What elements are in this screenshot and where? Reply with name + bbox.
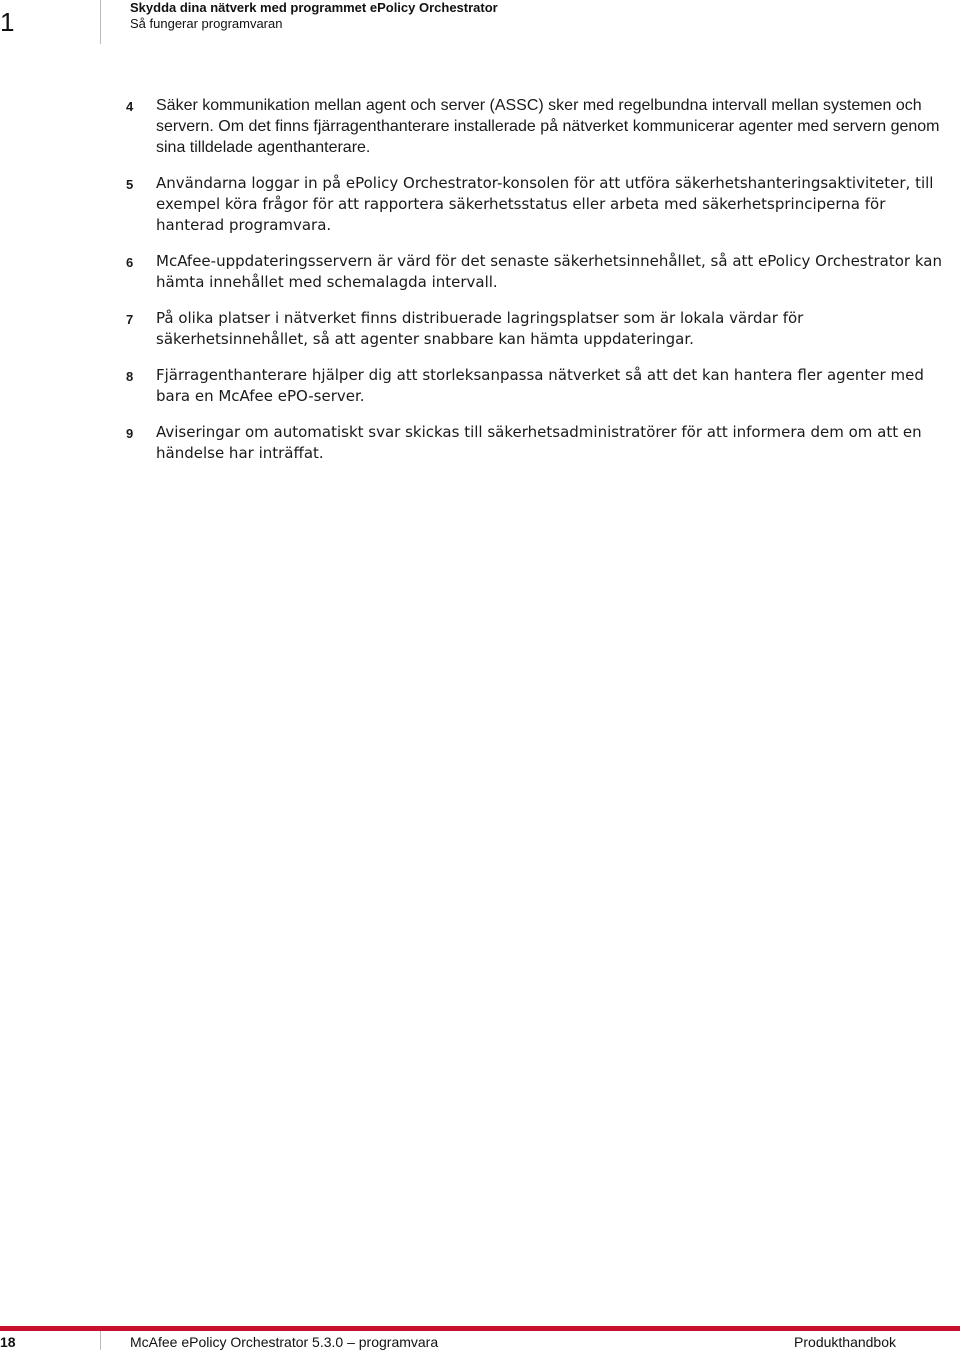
- footer-document-name: Produkthandbok: [794, 1334, 896, 1350]
- step-text: Användarna loggar in på ePolicy Orchestrator-konsolen för att utföra säkerhetshanteringsaktiviteter, till exempel köra frågor för att rapportera säkerhetsstatus eller arbeta med säkerhetsprinciperna för hanterad programvara.: [156, 174, 934, 234]
- footer-page-number: 18: [0, 1334, 16, 1350]
- step-item: [126, 422, 956, 464]
- footer-accent-bar: [0, 1326, 960, 1331]
- step-text: På olika platser i nätverket finns distribuerade lagringsplatser som är lokala värdar för säkerhetsinnehållet, så att agenter snabbare kan hämta uppdateringar.: [156, 309, 804, 348]
- chapter-number: 1: [0, 7, 15, 37]
- running-header-subtitle: Så fungerar programvaran: [130, 16, 283, 31]
- running-header: [130, 0, 498, 32]
- step-item: [126, 173, 956, 236]
- step-text: Säker kommunikation mellan agent och server (ASSC) sker med regelbundna intervall mellan systemen och servern. Om det finns fjärragenthanterare installerade på nätverket kommunicerar agenter med servern genom sina tilldelade agenthanterare.: [156, 97, 940, 156]
- step-text: McAfee-uppdateringsservern är värd för det senaste säkerhetsinnehållet, så att ePolicy Orchestrator kan hämta innehållet med schemalagda intervall.: [156, 252, 942, 291]
- step-item: [126, 365, 956, 407]
- step-text: Fjärragenthanterare hjälper dig att storleksanpassa nätverket så att det kan hantera fler agenter med bara en McAfee ePO-server.: [156, 366, 924, 405]
- step-number: 7: [126, 312, 134, 327]
- header-divider: [100, 0, 101, 44]
- running-header-title: Skydda dina nätverk med programmet ePolicy Orchestrator: [130, 0, 498, 15]
- step-list: [126, 95, 956, 479]
- step-number: 8: [126, 369, 134, 384]
- step-item: [126, 308, 956, 350]
- footer-divider: [100, 1331, 101, 1350]
- footer-product-name: McAfee ePolicy Orchestrator 5.3.0 – programvara: [130, 1334, 439, 1350]
- step-item: [126, 251, 956, 293]
- step-number: 6: [126, 255, 134, 270]
- step-number: 4: [126, 99, 134, 114]
- step-number: 5: [126, 177, 134, 192]
- step-number: 9: [126, 426, 134, 441]
- step-item: [126, 95, 956, 158]
- step-text: Aviseringar om automatiskt svar skickas till säkerhetsadministratörer för att informera dem om att en händelse har inträffat.: [156, 423, 922, 462]
